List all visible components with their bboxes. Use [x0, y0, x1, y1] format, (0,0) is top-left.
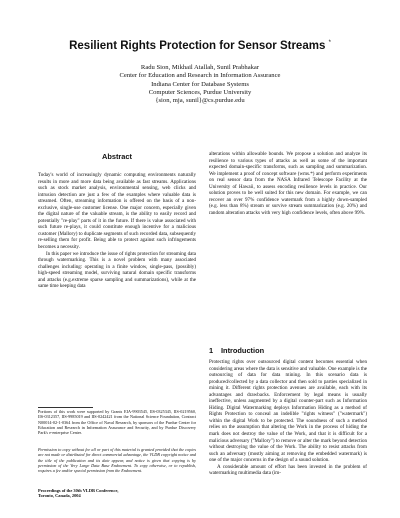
intro-paragraph-1: Protecting rights over outsourced digital content becomes essential when considering areas where the data is sensitive and valuable. One example is the outsourcing of data for data mining. In this scenario data is produced/collected by a data collector and then sold to parties specialized in mining it. Different rights protection avenues are available, each with its advantages and drawbacks. Enforcement by legal means is usually ineffective, unless augmented by a digital counter-part such as Information Hiding. Digital Watermarking deploys Information Hiding as a method of Rights Protection to conceal an indelible "rights witness" ("watermark") within the digital Work to be protected. The soundness of such a method relies on the assumption that altering the Work in the process of hiding the mark does not destroy the value of the Work, and that it is difficult for a malicious adversary ("Mallory") to remove or alter the mark beyond detection without destroying the value of the Work. The ability to resist attacks from such an adversary (mostly aiming at removing the embedded watermark) is one of the major concerns in the design of a sound solution. [209, 359, 367, 464]
intro-paragraph-2: A considerable amount of effort has been invested in the problem of watermarking multimedia data (im- [209, 463, 367, 477]
footnote-rule [38, 407, 93, 408]
author-email: {sion, mja, sunil}@cs.purdue.edu [155, 97, 245, 105]
section-number: 1 [209, 346, 214, 355]
title-footnote-mark: * [328, 40, 331, 47]
paper-title [0, 40, 400, 52]
affiliation-2: Indiana Center for Database Systems [151, 80, 249, 88]
abstract-continuation: alterations within allowable bounds. We propose a solution and analyze its resilience to various types of attacks as well as some of the important expected domain-specific transforms, such as sampling and summarization. We implement a proof of concept software (wms.*) and perform experiments on real sensor data from the NASA Infrared Telescope Facility at the University of Hawaii, to assess encoding resilience levels in practice. Our solution proves to be well suited for this new domain. For example, we can recover an over 97% confidence watermark from a highly down-sampled (e.g. less than 8%) stream or survive stream summarization (e.g. 20%) and random alteration attacks with very high confidence levels, often above 99%. [209, 151, 367, 216]
proceedings-line-2: Toronto, Canada, 2004 [38, 493, 81, 499]
section-title: Introduction [221, 346, 265, 355]
abstract-heading: Abstract [102, 152, 132, 161]
abstract-paragraph-2: In this paper we introduce the issue of rights protection for streaming data through watermarking. This is a novel problem with many associated challenges including: operating in a finite window, single-pass, (possibly) high-speed streaming model, surviving natural domain specific transforms and attacks (e.g.extreme sparse sampling and summarizations), while at the same time keeping data [38, 250, 196, 290]
proceedings-notice [38, 488, 196, 499]
proceedings-line-1: Proceedings of the 30th VLDB Conference, [38, 488, 119, 493]
introduction-body [209, 359, 367, 477]
right-column [209, 151, 367, 216]
affiliation-1: Center for Education and Research in Information Assurance [119, 72, 281, 80]
funding-footnote: Portions of this work were supported by Grants EIA-9903545, IIS-0325345, IIS-0219560, IIS-0312357, IIS-9985019 and IIS-0242421 from the National Science Foundation, Contract N00014-02-1-0364 from the Office of Naval Research, by sponsors of the Purdue Center for Education and Research in Information Assurance and Security, and by Purdue Discovery Park's e-enterprise Center. [38, 409, 196, 436]
author-block [0, 64, 400, 105]
copyright-notice: Permission to copy without fee all or part of this material is granted provided that the copies are not made or distributed for direct commercial advantage, the VLDB copyright notice and the title of the publication and its date appear, and notice is given that copying is by permission of the Very Large Data Base Endowment. To copy otherwise, or to republish, requires a fee and/or special permission from the Endowment. [38, 447, 196, 474]
left-column [38, 172, 196, 290]
introduction-heading [209, 346, 367, 355]
department: Computer Sciences, Purdue University [148, 88, 252, 96]
title-text: Resilient Rights Protection for Sensor Streams [69, 40, 326, 52]
abstract-paragraph-1: Today's world of increasingly dynamic computing environments naturally results in more and more data being available as fast streams. Applications such as stock market analysis, environmental sensing, web clicks and intrusion detection are just a few of the examples where valuable data is streamed. Often, streaming information is offered on the basis of a non-exclusive, single-use customer license. One major concern, especially given the digital nature of the valuable stream, is the ability to easily record and potentially "re-play" parts of it in the future. If there is value associated with such future re-plays, it could constitute enough incentive for a malicious customer (Mallory) to duplicate segments of such recorded data, subsequently re-selling them for profit. Being able to protect against such infringements becomes a necessity. [38, 172, 196, 251]
author-names: Radu Sion, Mikhail Atallah, Sunil Prabhakar [140, 64, 260, 71]
